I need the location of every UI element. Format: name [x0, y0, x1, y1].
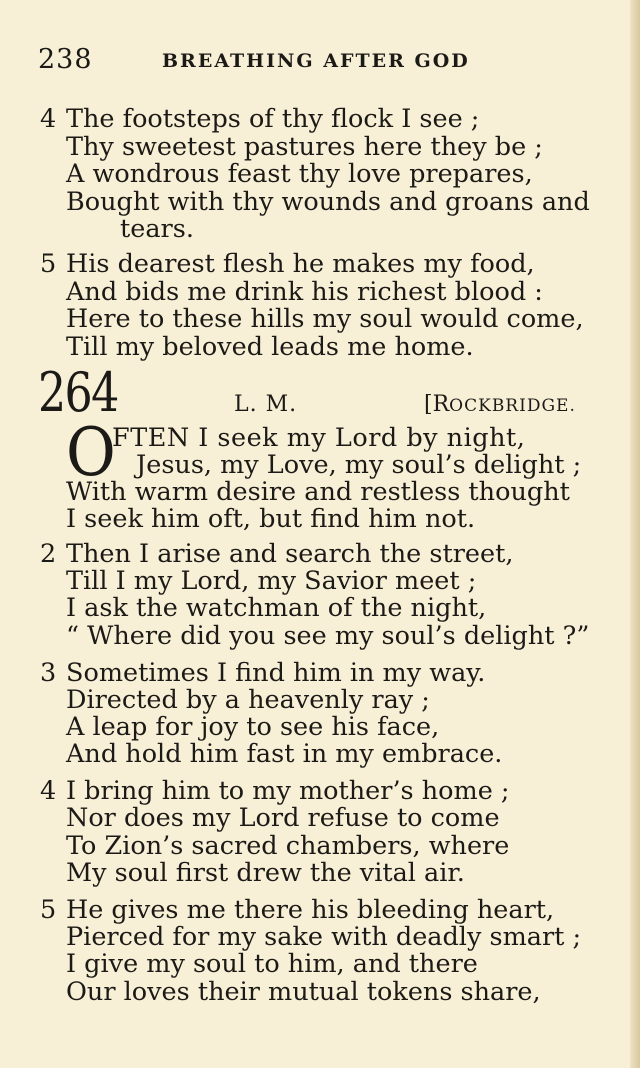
- verse-line: A leap for joy to see his face,: [66, 712, 440, 742]
- verse-line: Till my beloved leads me home.: [66, 332, 474, 362]
- stanza-number: 4: [40, 776, 57, 806]
- verse-line: I seek him oft, but find him not.: [66, 504, 476, 534]
- first-verse-line: FTEN I seek my Lord by night,: [112, 423, 526, 453]
- stanza-number: 3: [40, 658, 57, 688]
- verse-line: I ask the watchman of the night,: [66, 593, 487, 623]
- verse-line: Sometimes I find him in my way.: [66, 658, 486, 688]
- drop-cap: O: [66, 414, 116, 491]
- verse-line: And hold him fast in my embrace.: [66, 739, 503, 769]
- stanza-number: 2: [40, 539, 57, 569]
- verse-line: His dearest flesh he makes my food,: [66, 249, 535, 279]
- verse-line: Bought with thy wounds and groans and: [66, 187, 590, 217]
- page-number: 238: [38, 44, 93, 75]
- verse-line: “ Where did you see my soul’s delight ?”: [66, 621, 590, 651]
- verse-line: With warm desire and restless thought: [66, 477, 570, 507]
- verse-line: Directed by a heavenly ray ;: [66, 685, 430, 715]
- verse-line: The footsteps of thy flock I see ;: [66, 104, 480, 134]
- verse-line: I bring him to my mother’s home ;: [66, 776, 510, 806]
- page-edge: [630, 0, 640, 1068]
- tune-initial: R: [432, 392, 450, 417]
- tune-rest: OCKBRIDGE.: [449, 396, 576, 416]
- stanza-number: 4: [40, 104, 57, 134]
- hymn-number: 264: [38, 361, 118, 424]
- stanza-number: 5: [40, 249, 57, 279]
- page-header: [38, 44, 598, 84]
- tune-name: [424, 392, 576, 417]
- verse-line: Thy sweetest pastures here they be ;: [66, 132, 543, 162]
- stanza-number: 5: [40, 895, 57, 925]
- running-title: BREATHING AFTER GOD: [162, 50, 470, 72]
- verse-line: Nor does my Lord refuse to come: [66, 803, 500, 833]
- verse-line: Here to these hills my soul would come,: [66, 304, 584, 334]
- tune-bracket: [: [424, 392, 433, 417]
- hymn-meter: L. M.: [234, 392, 298, 417]
- verse-line: A wondrous feast thy love prepares,: [66, 159, 533, 189]
- verse-line: He gives me there his bleeding heart,: [66, 895, 555, 925]
- verse-line: And bids me drink his richest blood :: [66, 277, 543, 307]
- verse-line: Our loves their mutual tokens share,: [66, 977, 541, 1007]
- verse-line: I give my soul to him, and there: [66, 949, 478, 979]
- verse-line: To Zion’s sacred chambers, where: [66, 831, 510, 861]
- verse-line: Till I my Lord, my Savior meet ;: [66, 566, 477, 596]
- verse-line: Pierced for my sake with deadly smart ;: [66, 922, 582, 952]
- verse-line: tears.: [120, 214, 194, 244]
- verse-line: Jesus, my Love, my soul’s delight ;: [136, 450, 582, 480]
- verse-line: My soul first drew the vital air.: [66, 858, 465, 888]
- verse-line: Then I arise and search the street,: [66, 539, 514, 569]
